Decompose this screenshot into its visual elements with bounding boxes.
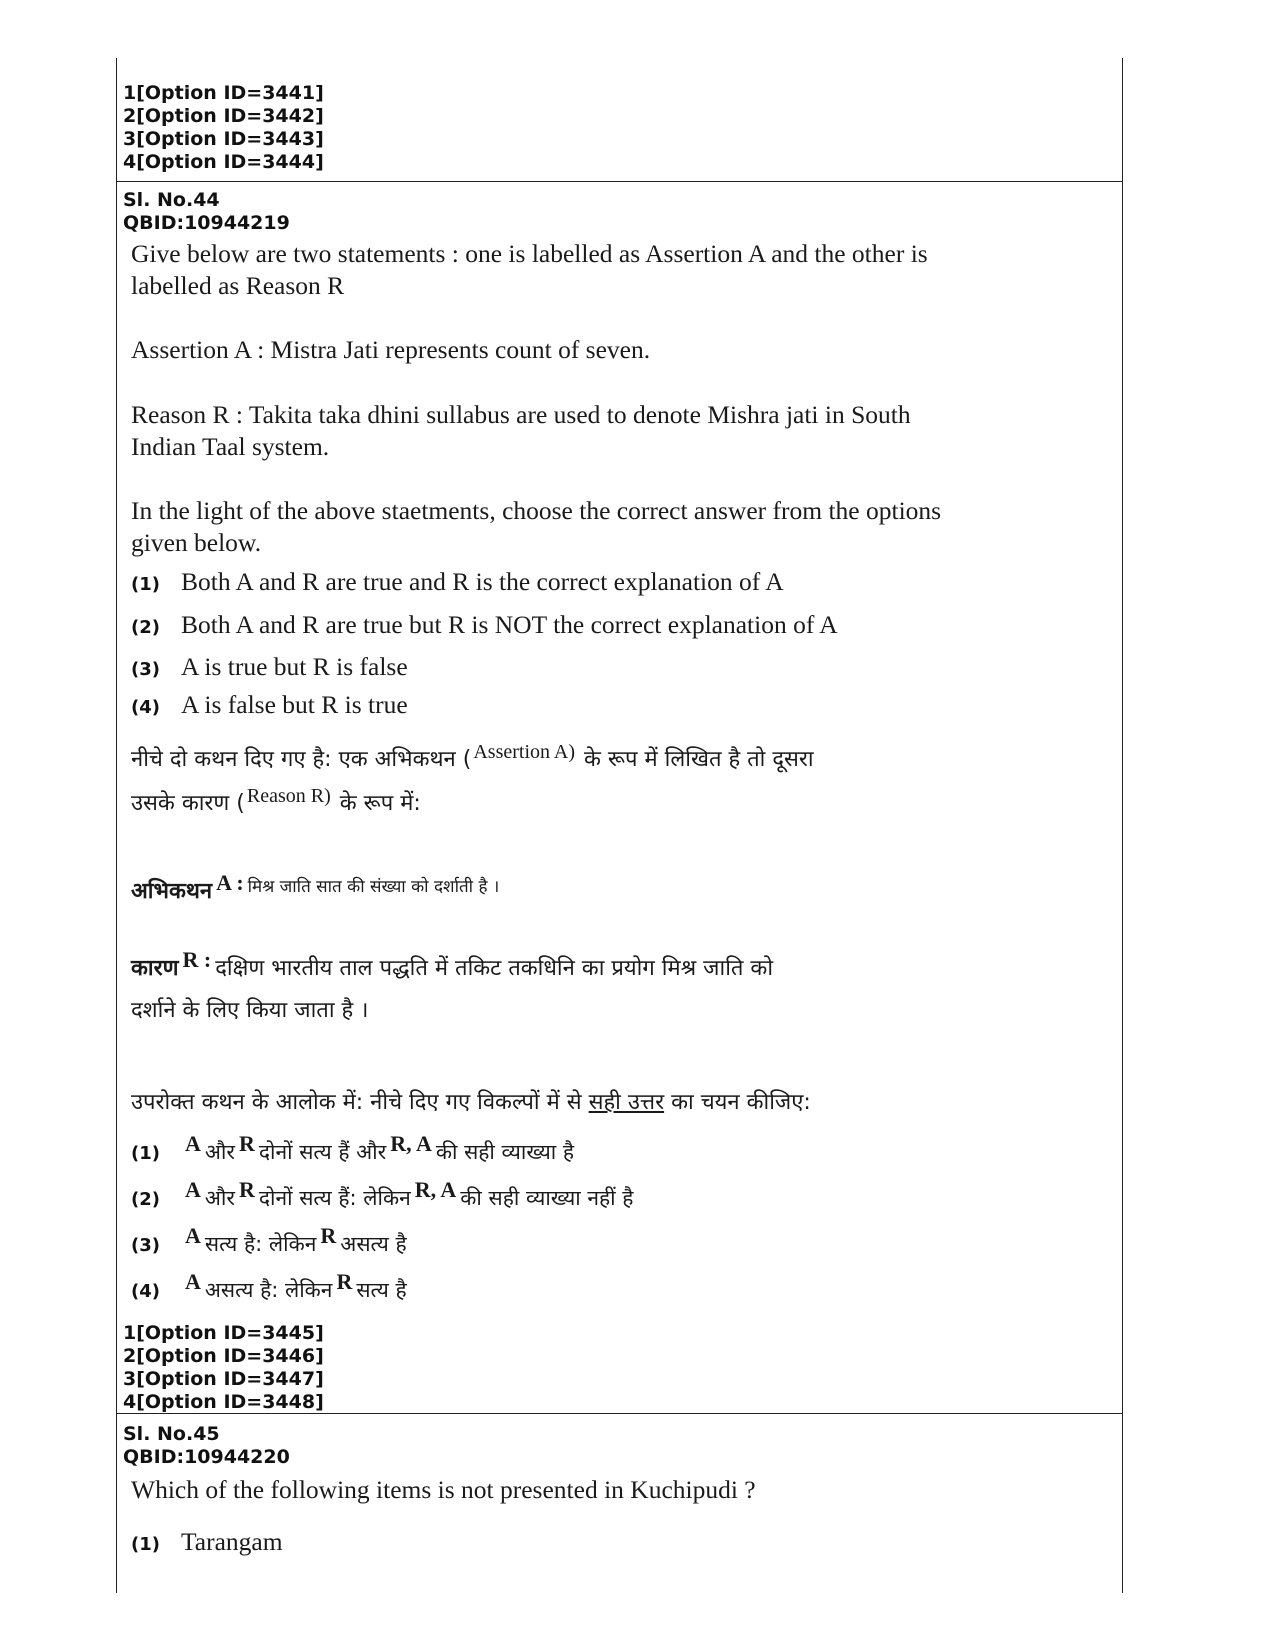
reason-text (131, 399, 1031, 463)
option-number: (2) (131, 1189, 160, 1210)
assertion-text: Assertion A : Mistra Jati represents count of seven. (131, 335, 651, 364)
reason-letter: R : (182, 947, 212, 972)
section-divider (116, 181, 1122, 182)
option-number: (4) (131, 1281, 160, 1302)
answer-option (131, 610, 838, 640)
text-run: A (185, 1177, 201, 1202)
text-run: R, A (414, 1177, 457, 1202)
option-id: 4[Option ID=3444] (123, 151, 324, 173)
hindi-answer-option (131, 1223, 407, 1258)
reason-label: कारण (131, 956, 179, 981)
option-text (181, 1223, 407, 1258)
text-run: के रूप में: (332, 791, 421, 816)
instruction-text (131, 495, 1031, 559)
text-run: दक्षिण भारतीय ताल पद्धति में तकिट तकधिनि का प्रयोग मिश्र जाति को (215, 956, 774, 981)
answer-option (131, 690, 408, 720)
option-number: (4) (131, 697, 160, 718)
option-ids (123, 1322, 324, 1414)
text-run: और (204, 1140, 235, 1164)
text-line: Give below are two statements : one is labelled as Assertion A and the other is (131, 239, 928, 268)
question-text: Which of the following items is not presented in Kuchipudi ? (131, 1475, 756, 1504)
text-run: उपरोक्त कथन के आलोक में: नीचे दिए गए विकल्पों में से (131, 1090, 589, 1115)
text-run: की सही व्याख्या है (435, 1140, 575, 1164)
question-intro (131, 238, 1031, 302)
option-number: (1) (131, 1534, 160, 1555)
option-id: 3[Option ID=3443] (123, 128, 324, 150)
text-run: दोनों सत्य हैं: लेकिन (258, 1186, 411, 1210)
option-text: Both A and R are true but R is NOT the correct explanation of A (181, 610, 838, 639)
option-id: 1[Option ID=3441] (123, 82, 324, 104)
text-line (131, 741, 1051, 776)
option-text: Both A and R are true and R is the correct explanation of A (181, 567, 784, 596)
answer-option (131, 567, 784, 597)
page-right-border (1122, 58, 1123, 1593)
option-number: (1) (131, 574, 160, 595)
text-run: की सही व्याख्या नहीं है (460, 1186, 634, 1210)
question-header (123, 1423, 290, 1469)
question-bank-id: QBID:10944220 (123, 1446, 290, 1468)
hindi-assertion (131, 870, 1051, 909)
serial-number: Sl. No.45 (123, 1423, 220, 1445)
text-line (131, 785, 1051, 820)
text-run: सत्य है (356, 1278, 407, 1302)
text-run: R (336, 1269, 353, 1294)
underlined-text: सही उत्तर (588, 1090, 665, 1115)
text-line: In the light of the above staetments, choose the correct answer from the options (131, 496, 942, 525)
text-run: दोनों सत्य हैं और (258, 1140, 387, 1164)
hindi-answer-option (131, 1131, 575, 1166)
hindi-reason (131, 947, 1051, 1027)
text-run: A (185, 1131, 201, 1156)
text-run: R, A (390, 1131, 432, 1156)
option-number: (2) (131, 617, 160, 638)
text-run: नीचे दो कथन दिए गए है: एक अभिकथन ( (131, 747, 472, 772)
answer-option (131, 1527, 283, 1557)
hindi-answer-option (131, 1177, 634, 1212)
option-id: 2[Option ID=3442] (123, 105, 324, 127)
text-line: Reason R : Takita taka dhini sullabus are used to denote Mishra jati in South (131, 400, 911, 429)
hindi-answer-option (131, 1269, 407, 1304)
hindi-intro (131, 741, 1051, 820)
option-id: 1[Option ID=3445] (123, 1322, 324, 1344)
text-line: given below. (131, 528, 262, 557)
option-id: 4[Option ID=3448] (123, 1391, 324, 1413)
text-run: उसके कारण ( (131, 791, 245, 816)
assertion-label: अभिकथन (131, 879, 213, 904)
text-run: और (204, 1186, 235, 1210)
option-text (181, 1269, 407, 1304)
text-run: का चयन कीजिए: (664, 1090, 811, 1115)
option-id: 3[Option ID=3447] (123, 1368, 324, 1390)
text-run: A (185, 1269, 201, 1294)
option-number: (3) (131, 1235, 160, 1256)
text-run: A (185, 1223, 201, 1248)
assertion-letter: A : (216, 870, 244, 895)
text-line (131, 947, 1051, 985)
question-header (123, 189, 290, 235)
option-text: Tarangam (181, 1527, 283, 1556)
text-run: R (320, 1223, 337, 1248)
text-line: labelled as Reason R (131, 271, 345, 300)
serial-number: Sl. No.44 (123, 189, 220, 211)
option-text: A is true but R is false (181, 652, 408, 681)
text-run: असत्य है (340, 1232, 407, 1256)
text-run: असत्य है: लेकिन (204, 1278, 333, 1302)
option-text (181, 1131, 575, 1166)
option-id: 2[Option ID=3446] (123, 1345, 324, 1367)
option-number: (3) (131, 659, 160, 680)
option-number: (1) (131, 1143, 160, 1164)
option-text (181, 1177, 634, 1212)
text-run: Assertion A) (473, 741, 576, 763)
hindi-instruction (131, 1087, 1051, 1119)
prev-option-ids (123, 82, 324, 174)
text-run: Reason R) (246, 785, 331, 807)
text-line: Indian Taal system. (131, 432, 330, 461)
text-run: R (238, 1131, 255, 1156)
answer-option (131, 652, 408, 682)
page-left-border (116, 58, 117, 1593)
question-bank-id: QBID:10944219 (123, 212, 290, 234)
text-run: R (238, 1177, 255, 1202)
assertion-text: मिश्र जाति सात की संख्या को दर्शाती है । (247, 877, 500, 897)
text-run: के रूप में लिखित है तो दूसरा (577, 747, 814, 772)
text-line: दर्शाने के लिए किया जाता है । (131, 998, 369, 1023)
option-text: A is false but R is true (181, 690, 408, 719)
text-run: सत्य है: लेकिन (204, 1232, 317, 1256)
